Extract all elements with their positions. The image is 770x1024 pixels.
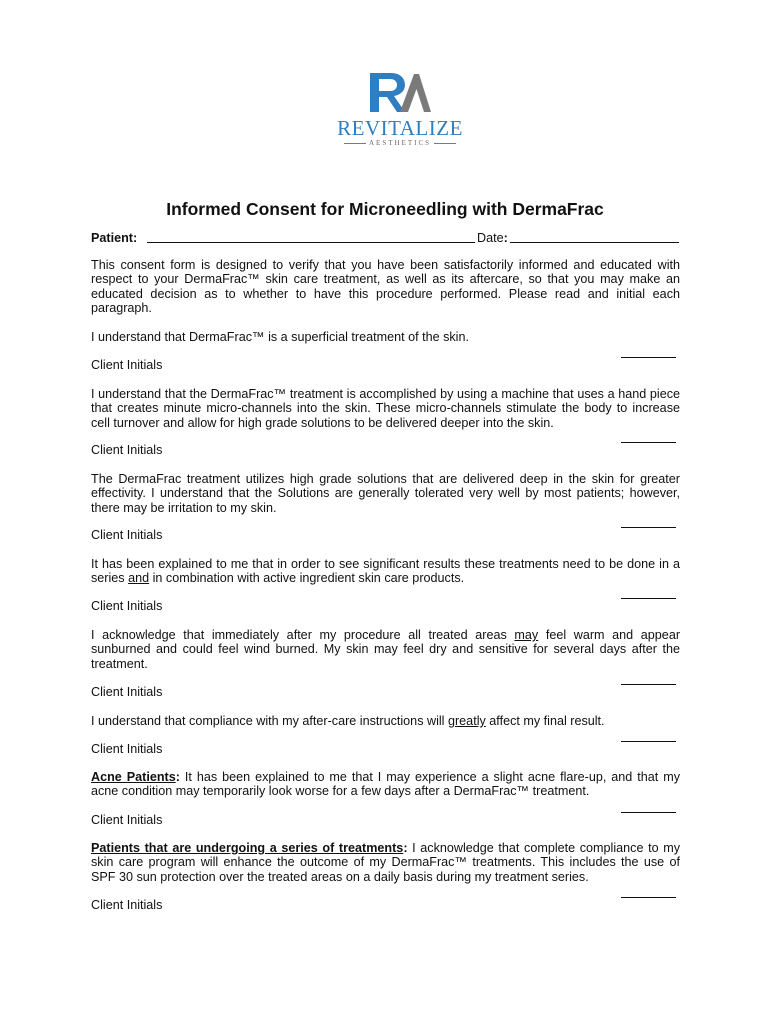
clause-4-text-b: in combination with active ingredient skin care products.	[149, 571, 465, 586]
ra-monogram-icon	[367, 70, 433, 116]
clause-6-text-b: affect my final result.	[485, 714, 605, 728]
clause-8-heading: Patients that are undergoing a series of treatments	[91, 841, 404, 855]
logo-subtitle	[335, 138, 465, 148]
clause-8-initials-field[interactable]	[621, 897, 676, 898]
patient-name-field[interactable]	[147, 242, 475, 243]
clause-3-initials-label: Client Initials	[91, 528, 163, 542]
clause-8-text-b: I acknowledge that complete compliance to my skin care program will enhance the outcome of my DermaFrac™ treatments. This includes the use of SPF 30 sun protection over the treated areas on a daily basis during my treatment series.	[91, 841, 680, 884]
clause-6-text	[91, 714, 680, 728]
date-label-text: Date	[477, 231, 504, 245]
clause-7-initials-field[interactable]	[621, 812, 676, 813]
clause-1-initials-field[interactable]	[621, 357, 676, 358]
clause-4-text	[91, 557, 680, 586]
intro-paragraph: This consent form is designed to verify that you have been satisfactorily informed and educated with respect to your DermaFrac™ skin care treatment, as well as its aftercare, so that you may make an educated decision as to whether to have this procedure performed. Please read and initial each paragraph.	[91, 258, 680, 316]
clause-7-text-b: It has been explained to me that I may experience a slight acne flare-up, and that my acne condition may temporarily look worse for a few days after a DermaFrac™ treatment.	[91, 770, 680, 799]
clause-6-text-a: I understand that compliance with my after-care instructions will	[91, 714, 448, 728]
clause-8-initials-label: Client Initials	[91, 898, 163, 912]
clause-6-initials-field[interactable]	[621, 741, 676, 742]
clause-2-initials-label: Client Initials	[91, 443, 163, 457]
clause-7-initials-label: Client Initials	[91, 813, 163, 827]
logo-wordmark: REVITALIZE	[337, 116, 463, 140]
clause-2-initials-field[interactable]	[621, 442, 676, 443]
clause-5-text-a: I acknowledge that immediately after my procedure all treated areas	[91, 628, 515, 642]
clause-7-heading-colon: :	[175, 770, 180, 784]
clause-5-initials-field[interactable]	[621, 684, 676, 685]
clause-4-initials-label: Client Initials	[91, 599, 163, 613]
clause-7-heading: Acne Patients	[91, 770, 176, 784]
logo-subtitle-text: AESTHETICS	[369, 139, 431, 147]
clause-8-text	[91, 841, 680, 884]
date-label-colon: :	[503, 231, 508, 245]
clause-4-text-a: It has been explained to me that in order to see significant results these treatments need to be done in a series	[91, 557, 680, 586]
clause-6-initials-label: Client Initials	[91, 742, 163, 756]
clause-1-initials-label: Client Initials	[91, 358, 163, 372]
clause-4-emphasis: and	[128, 571, 150, 586]
clause-5-emphasis: may	[514, 628, 539, 642]
clause-4-initials-field[interactable]	[621, 598, 676, 599]
clause-3-text: The DermaFrac treatment utilizes high grade solutions that are delivered deep in the skin for greater effectivity. I understand that the Solutions are generally tolerated very well by most patients; however, there may be irritation to my skin.	[91, 472, 680, 515]
clause-1-text: I understand that DermaFrac™ is a superficial treatment of the skin.	[91, 330, 469, 344]
clause-6-emphasis: greatly	[447, 714, 486, 728]
revitalize-aesthetics-logo	[335, 70, 465, 150]
date-label	[477, 229, 508, 247]
clause-3-initials-field[interactable]	[621, 527, 676, 528]
clause-7-text	[91, 770, 680, 799]
clause-5-text	[91, 628, 680, 671]
clause-5-text-b: feel warm and appear sunburned and could feel wind burned. My skin may feel dry and sensitive for several days after the treatment.	[91, 628, 681, 671]
clause-5-initials-label: Client Initials	[91, 685, 163, 699]
clause-2-text: I understand that the DermaFrac™ treatment is accomplished by using a machine that uses a hand piece that creates minute micro-channels into the skin. These micro-channels stimulate the body to increase cell turnover and allow for high grade solutions to be delivered deeper into the skin.	[91, 387, 680, 430]
clause-8-heading-colon: :	[403, 841, 408, 855]
page-title: Informed Consent for Microneedling with DermaFrac	[166, 199, 604, 219]
patient-date-line	[91, 229, 681, 247]
patient-label: Patient:	[91, 231, 138, 245]
date-field[interactable]	[510, 242, 679, 243]
